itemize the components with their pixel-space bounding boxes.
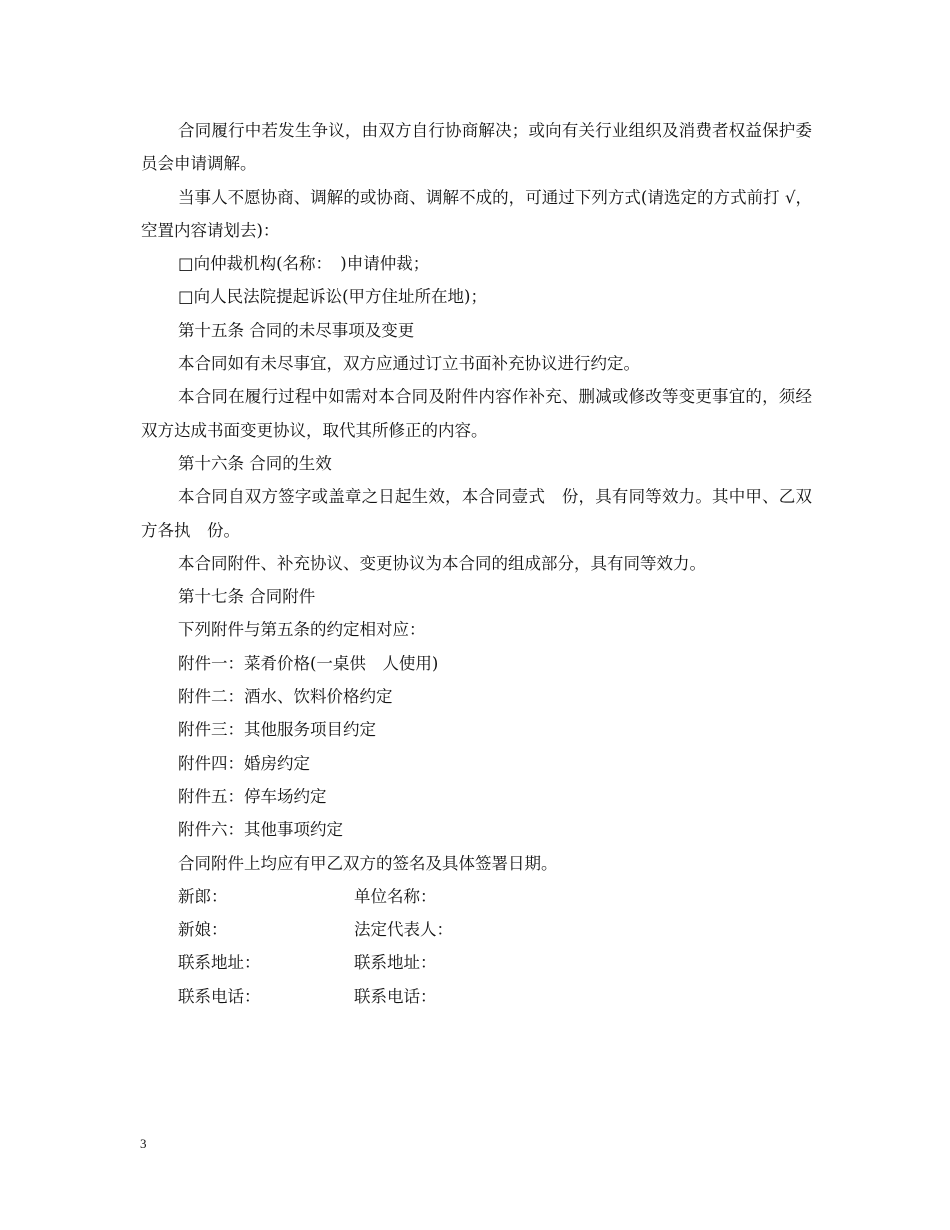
- attachment-4: 附件四：婚房约定: [178, 753, 310, 773]
- legal-representative-label: 法定代表人：: [354, 920, 453, 940]
- paragraph-attachments-intro: 下列附件与第五条的约定相对应：: [178, 620, 426, 640]
- party-a-address-label: 联系地址：: [178, 953, 261, 973]
- signature-row: [141, 980, 812, 1013]
- attachment-6: 附件六：其他事项约定: [178, 820, 343, 840]
- article-15-heading: 第十五条 合同的未尽事项及变更: [178, 320, 415, 340]
- attachment-3: 附件三：其他服务项目约定: [178, 720, 376, 740]
- option-litigation: □向人民法院提起诉讼(甲方住址所在地)；: [178, 287, 487, 307]
- groom-label: 新郎：: [178, 886, 228, 906]
- contract-body: [141, 114, 812, 1013]
- attachment-1: 附件一：菜肴价格(一桌供 人使用): [178, 653, 439, 673]
- party-b-address-label: 联系地址：: [354, 953, 437, 973]
- attachment-2: 附件二：酒水、饮料价格约定: [178, 687, 393, 707]
- article-17-heading: 第十七条 合同附件: [178, 587, 316, 607]
- paragraph-amendment: 本合同在履行过程中如需对本合同及附件内容作补充、删减或修改等变更事宜的，须经双方达成书面变更协议，取代其所修正的内容。: [141, 387, 812, 440]
- paragraph-dispute-mediation: 合同履行中若发生争议，由双方自行协商解决；或向有关行业组织及消费者权益保护委员会申请调解。: [141, 121, 812, 174]
- option-arbitration: □向仲裁机构(名称： )申请仲裁；: [178, 254, 430, 274]
- page-number: 3: [140, 1136, 147, 1151]
- paragraph-dispute-methods: 当事人不愿协商、调解的或协商、调解不成的，可通过下列方式(请选定的方式前打 √，空置内容请划去)：: [141, 187, 812, 240]
- company-name-label: 单位名称：: [354, 886, 437, 906]
- article-16-heading: 第十六条 合同的生效: [178, 453, 332, 473]
- paragraph-attachment-signatures: 合同附件上均应有甲乙双方的签名及具体签署日期。: [178, 853, 558, 873]
- party-a-phone-label: 联系电话：: [178, 986, 261, 1006]
- party-b-phone-label: 联系电话：: [354, 986, 437, 1006]
- signature-block: [141, 880, 812, 1013]
- signature-row: [141, 913, 812, 946]
- paragraph-components: 本合同附件、补充协议、变更协议为本合同的组成部分，具有同等效力。: [178, 553, 706, 573]
- signature-row: [141, 946, 812, 979]
- bride-label: 新娘：: [178, 920, 228, 940]
- paragraph-supplementary-agreement: 本合同如有未尽事宜，双方应通过订立书面补充协议进行约定。: [178, 354, 640, 374]
- paragraph-effectiveness: 本合同自双方签字或盖章之日起生效，本合同壹式 份，具有同等效力。其中甲、乙双方各执 份。: [141, 487, 812, 540]
- signature-row: [141, 880, 812, 913]
- attachment-5: 附件五：停车场约定: [178, 786, 327, 806]
